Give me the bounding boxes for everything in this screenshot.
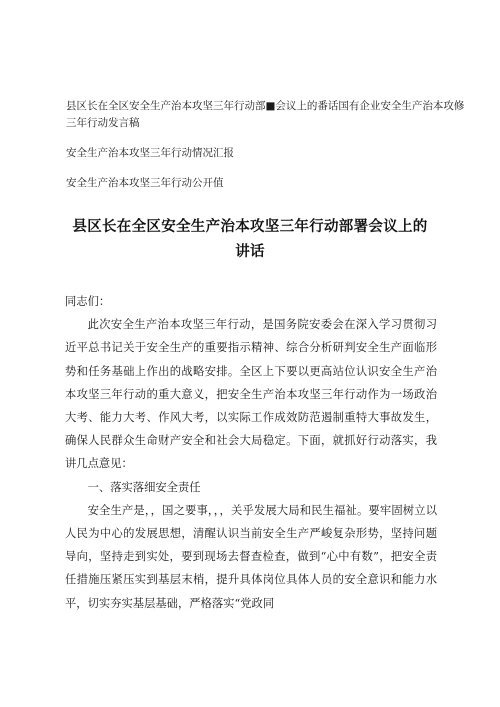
- toc-item-1[interactable]: 县区长在全区安全生产治本攻坚三年行动部■会议上的番话国有企业安全生产治本攻修三年行动发言稿: [66, 100, 465, 129]
- body-paragraph-2: 安全生产是，，国之要事，，，关乎发展大局和民生福祉。要牢固树立以人民为中心的发展思想，清醒认识当前安全生产严峻复杂形势，坚持问题导向，坚持走到实处，要到现场去督查检查，做到“心中有数”，把安全责任措施压紧压实到基层末梢，提升具体岗位具体人员的安全意识和能力水平，切实夯实基层基础，严格落实“党政同: [65, 503, 437, 610]
- toc-item-3[interactable]: 安全生产治本攻坚三年行动公开值: [66, 177, 224, 189]
- document-title: 县区长在全区安全生产治本攻坚三年行动部署会议上的讲话: [72, 219, 428, 260]
- salutation: 同志们：: [65, 295, 111, 308]
- section-heading-1: 一、落实落细安全责任: [87, 480, 201, 494]
- body-paragraph-1: 此次安全生产治本攻坚三年行动，是国务院安委会在深入学习贯彻习近平总书记关于安全生产的重要指示精神、综合分析研判安全生产面临形势和任务基础上作出的战略安排。全区上下要以更高站位认识安全生产治本攻坚三年行动的重大意义，把安全生产治本攻坚三年行动作为一场政治大考、能力大考、作风大考，以实际工作成效防范遏制重特大事故发生，确保人民群众生命财产安全和社会大局稳定。下面，就抓好行动落实，我讲几点意见：: [65, 318, 437, 471]
- toc-item-2[interactable]: 安全生产治本攻坚三年行动情况汇报: [66, 147, 234, 159]
- table-of-contents: [66, 98, 466, 192]
- document-body: [65, 290, 437, 615]
